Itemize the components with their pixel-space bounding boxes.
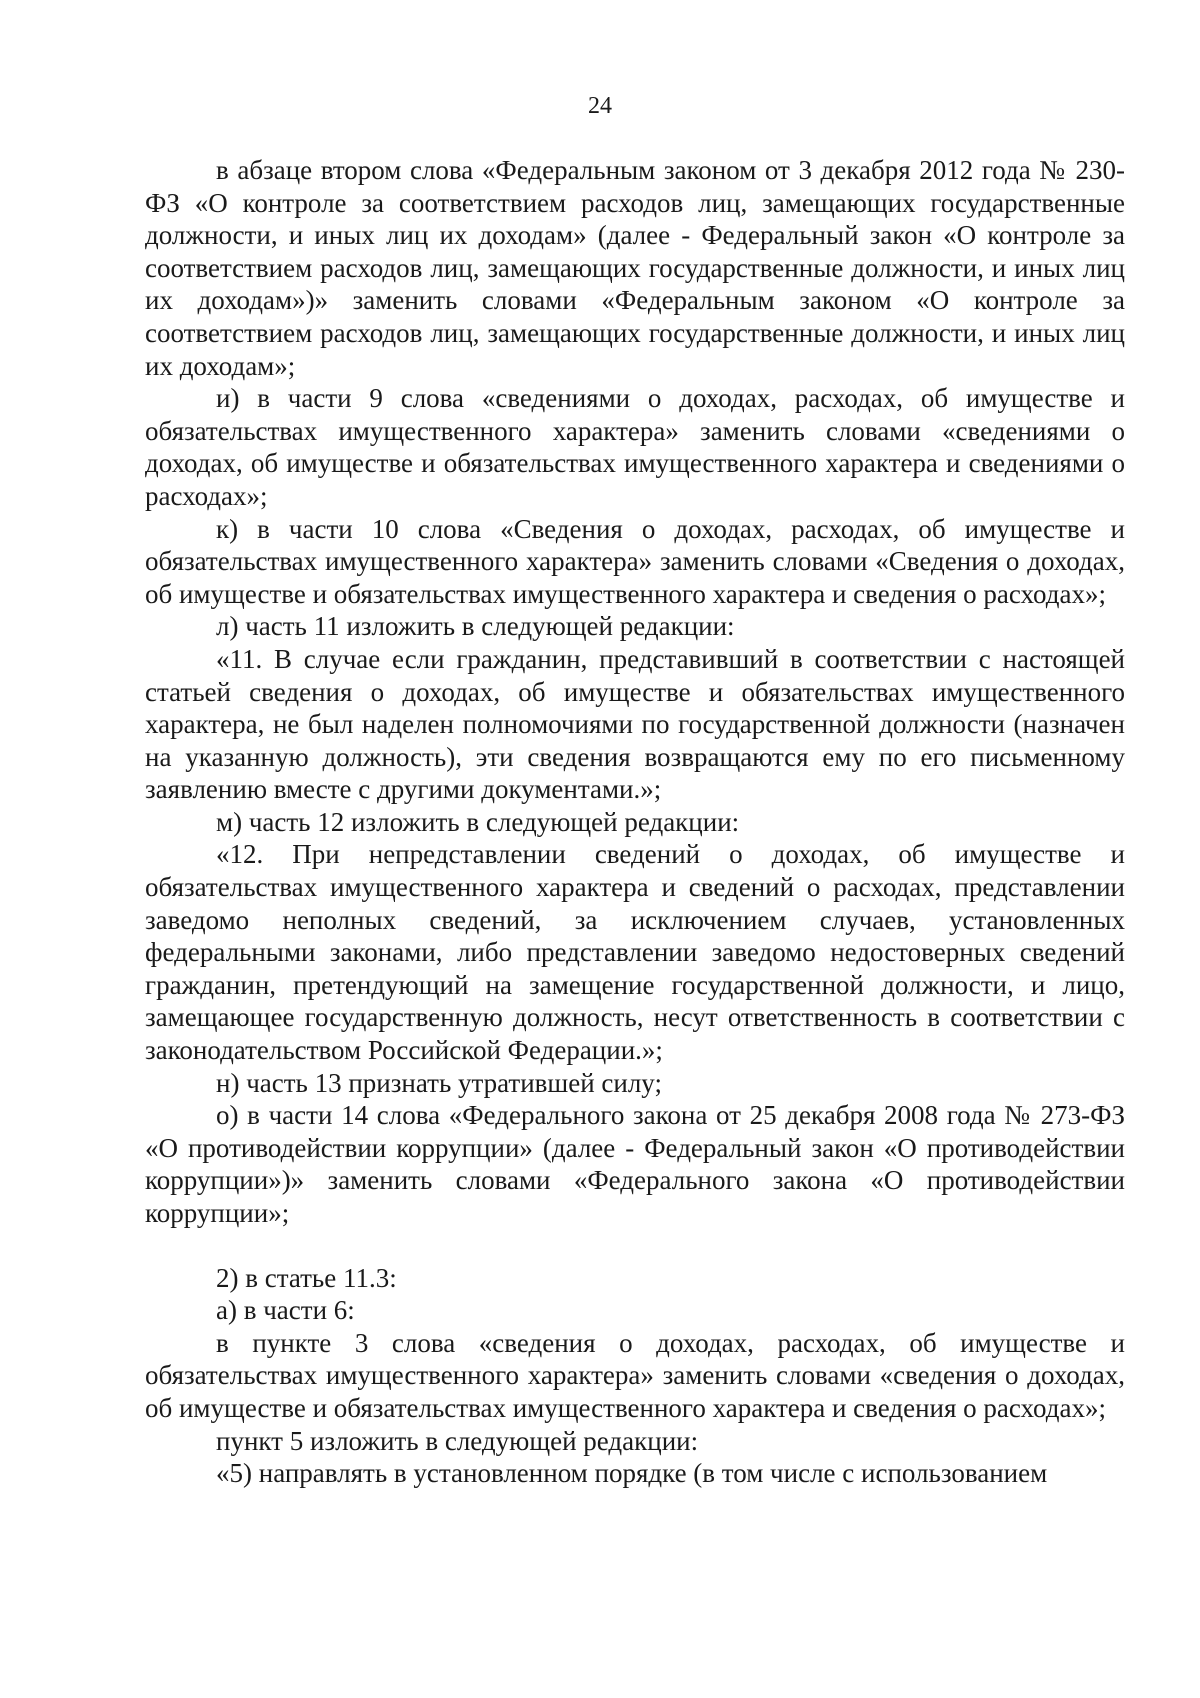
paragraph: н) часть 13 признать утратившей силу; bbox=[216, 1067, 662, 1098]
document-body bbox=[145, 154, 1125, 1490]
paragraph: о) в части 14 слова «Федерального закона от 25 декабря 2008 года № 273-ФЗ «О противодействии коррупции» (далее - Федеральный закон «О противодействии коррупции»)» заменить словами «Федерального закона «О противодействии коррупции»; bbox=[145, 1100, 1125, 1228]
paragraph: м) часть 12 изложить в следующей редакции: bbox=[216, 806, 740, 837]
page-number: 24 bbox=[588, 93, 612, 119]
paragraph: 2) в статье 11.3: bbox=[216, 1262, 397, 1293]
paragraph: «11. В случае если гражданин, представивший в соответствии с настоящей статьей сведения о доходах, об имуществе и обязательствах имущественного характера, не был наделен полномочиями по государственной должности (назначен на указанную должность), эти сведения возвращаются ему по его письменному заявлению вместе с другими документами.»; bbox=[145, 643, 1125, 805]
paragraph: «12. При непредставлении сведений о доходах, об имуществе и обязательствах имущественного характера и сведений о расходах, представлении заведомо неполных сведений, за исключением случаев, установленных федеральными законами, либо представлении заведомо недостоверных сведений гражданин, претендующий на замещение государственной должности, и лицо, замещающее государственную должность, несут ответственность в соответствии с законодательством Российской Федерации.»; bbox=[145, 839, 1125, 1066]
paragraph: и) в части 9 слова «сведениями о доходах, расходах, об имуществе и обязательствах имущественного характера» заменить словами «сведениями о доходах, об имуществе и обязательствах имущественного характера и сведениями о расходах»; bbox=[145, 383, 1125, 511]
paragraph: пункт 5 изложить в следующей редакции: bbox=[216, 1425, 699, 1456]
paragraph: к) в части 10 слова «Сведения о доходах, расходах, об имуществе и обязательствах имущественного характера» заменить словами «Сведения о доходах, об имуществе и обязательствах имущественного характера и сведения о расходах»; bbox=[145, 513, 1125, 609]
paragraph: л) часть 11 изложить в следующей редакции: bbox=[216, 611, 735, 642]
paragraph: в пункте 3 слова «сведения о доходах, расходах, об имуществе и обязательствах имущественного характера» заменить словами «сведения о доходах, об имуществе и обязательствах имущественного характера и сведения о расходах»; bbox=[145, 1327, 1125, 1423]
paragraph: а) в части 6: bbox=[216, 1295, 355, 1326]
paragraph: «5) направлять в установленном порядке (в том числе с использованием bbox=[216, 1458, 1048, 1489]
paragraph: в абзаце втором слова «Федеральным законом от 3 декабря 2012 года № 230-ФЗ «О контроле за соответствием расходов лиц, замещающих государственные должности, и иных лиц их доходам» (далее - Федеральный закон «О контроле за соответствием расходов лиц, замещающих государственные должности, и иных лиц их доходам»)» заменить словами «Федеральным законом «О контроле за соответствием расходов лиц, замещающих государственные должности, и иных лиц их доходам»; bbox=[145, 155, 1125, 381]
